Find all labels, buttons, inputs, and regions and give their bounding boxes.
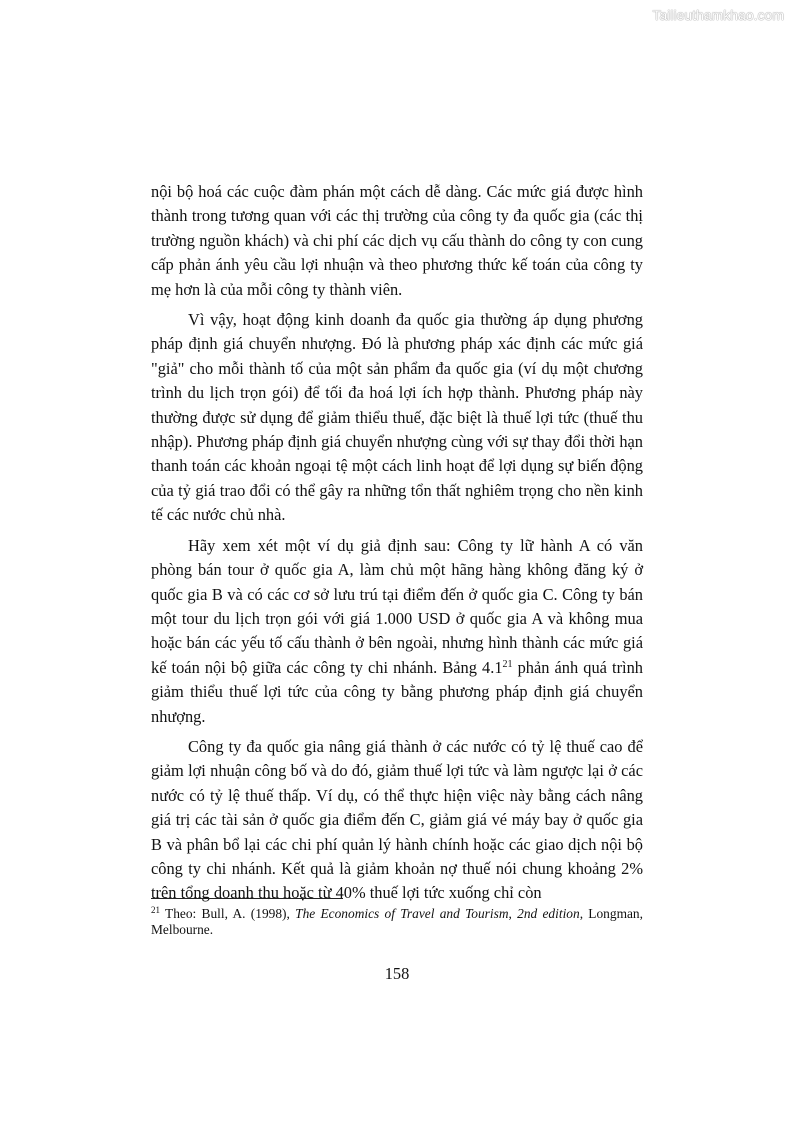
footnote-number: 21	[151, 905, 160, 915]
body-text	[151, 180, 643, 912]
footnote-separator	[151, 898, 343, 899]
watermark-link[interactable]: Tailieuthamkhao.com	[652, 7, 784, 23]
footnote-book-title: The Economics of Travel and Tourism	[295, 906, 509, 921]
paragraph-3-text-before: Hãy xem xét một ví dụ giả định sau: Công ty lữ hành A có văn phòng bán tour ở quốc gia A, làm chủ một hãng hàng không đăng ký ở quốc gia B và có các cơ sở lưu trú tại điểm đến ở quốc gia C. Công ty bán một tour du lịch trọn gói với giá 1.000 USD ở quốc gia A và không mua hoặc bán các yếu tố cấu thành ở bên ngoài, nhưng hình thành các mức giá kế toán nội bộ giữa các công ty chi nhánh. Bảng 4.1	[151, 535, 643, 677]
paragraph-3	[151, 534, 643, 729]
paragraph-2: Vì vậy, hoạt động kinh doanh đa quốc gia thường áp dụng phương pháp định giá chuyển nhượng. Đó là phương pháp xác định các mức giá "giả" cho mỗi thành tố của một sản phẩm đa quốc gia (ví dụ một chương trình du lịch trọn gói) để tối đa hoá lợi ích hợp thành. Phương pháp này thường được sử dụng để giảm thiểu thuế, đặc biệt là thuế lợi tức (thuế thu nhập). Phương pháp định giá chuyển nhượng cùng với sự thay đổi thời hạn thanh toán các khoản ngoại tệ một cách linh hoạt để lợi dụng sự biến động của tỷ giá trao đổi có thể gây ra những tổn thất nghiêm trọng cho nền kinh tế các nước chủ nhà.	[151, 310, 643, 525]
paragraph-1: nội bộ hoá các cuộc đàm phán một cách dễ dàng. Các mức giá được hình thành trong tương quan với các thị trường của công ty đa quốc gia (các thị trường nguồn khách) và chi phí các dịch vụ cấu thành do công ty con cung cấp phản ánh yêu cầu lợi nhuận và theo phương thức kế toán của công ty mẹ hơn là của mỗi công ty thành viên.	[151, 182, 643, 299]
footnote	[151, 906, 643, 938]
paragraph-3-text-after: phản ánh quá trình giảm thiểu thuế lợi tức của công ty bằng phương pháp định giá chuyển nhượng.	[151, 657, 643, 726]
footnote-edition: 2nd edition	[517, 906, 580, 921]
paragraph-4: Công ty đa quốc gia nâng giá thành ở các nước có tỷ lệ thuế cao để giảm lợi nhuận công bố và do đó, giảm thuế lợi tức và làm ngược lại ở các nước có tỷ lệ thuế thấp. Ví dụ, có thể thực hiện việc này bằng cách nâng giá trị các tài sản ở quốc gia điểm đến C, giảm giá vé máy bay ở quốc gia B và phân bổ lại các chi phí quản lý hành chính hoặc các giao dịch nội bộ công ty chi nhánh. Kết quả là giảm khoản nợ thuế nói chung khoảng 2% trên tổng doanh thu hoặc từ 40% thuế lợi tức xuống chỉ còn	[151, 736, 643, 903]
footnote-suffix: , Longman, Melbourne.	[151, 906, 643, 937]
footnote-prefix: Theo: Bull, A. (1998),	[160, 906, 296, 921]
page-number: 158	[384, 964, 410, 983]
footnote-reference[interactable]: 21	[502, 658, 513, 670]
footnote-separator-text: ,	[508, 906, 518, 921]
